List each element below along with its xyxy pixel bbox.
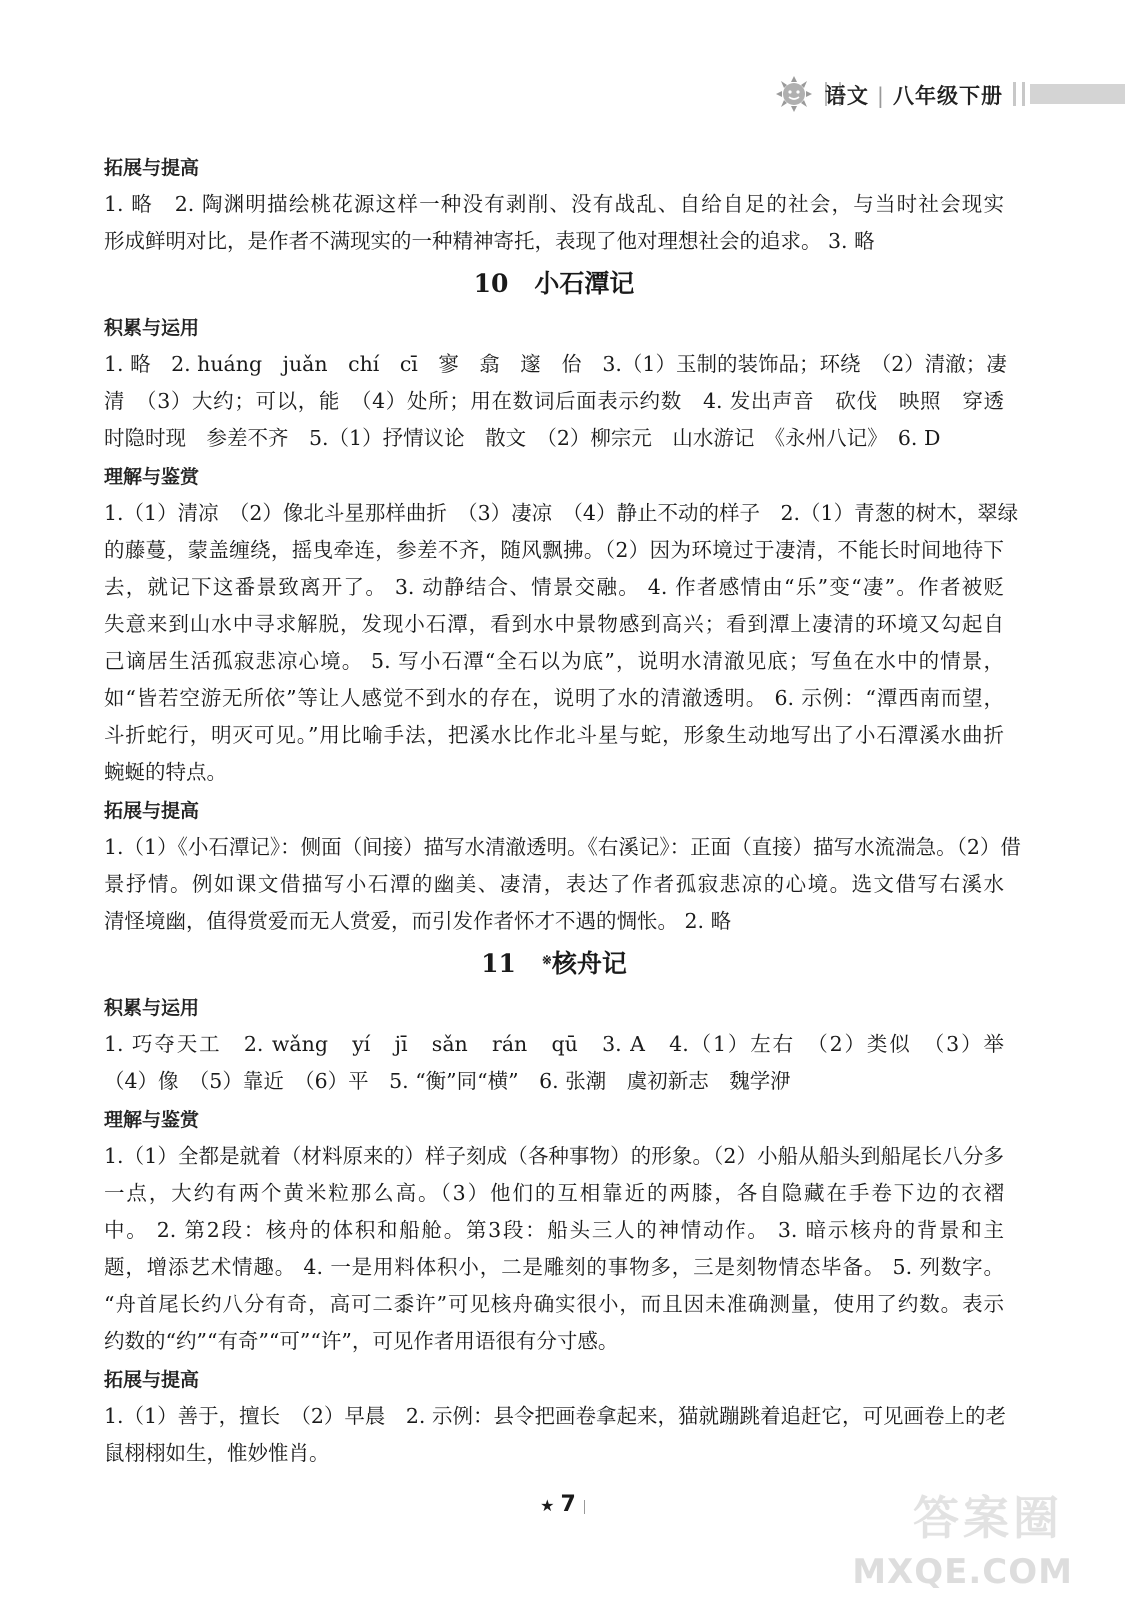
answer-line: 约数的“约”“有奇”“可”“许”，可见作者用语很有分寸感。 [104, 1329, 619, 1353]
answer-section [104, 799, 1021, 940]
answer-line: 如“皆若空游无所依”等让人感觉不到水的存在，说明了水的清澈透明。 6. 示例：“潭西南而望， [104, 686, 1004, 710]
answer-line: 清 （3）大约；可以，能 （4）处所；用在数词后面表示约数 4. 发出声音 砍伐 映照 穿透 [104, 389, 1004, 413]
header-bar [1030, 84, 1125, 104]
answer-line: 的藤蔓，蒙盖缠绕，摇曳牵连，参差不齐，随风飘拂。（2）因为环境过于凄清，不能长时间地待下 [104, 538, 1004, 562]
answer-content [104, 148, 1021, 1472]
subject-label: 语文 [824, 84, 869, 108]
lesson-title [104, 260, 1004, 308]
answer-line: （4）像 （5）靠近 （6）平 5. “衡”同“横” 6. 张潮 虞初新志 魏学洢 [104, 1069, 791, 1093]
answer-line: 一点，大约有两个黄米粒那么高。（3）他们的互相靠近的两膝，各自隐藏在手卷下边的衣褶 [104, 1181, 1004, 1205]
answer-line: 1. 略 2. huáng juǎn chí cī 寥 翕 邃 佁 3.（1）玉制的装饰品；环绕 （2）清澈；凄 [104, 352, 1007, 376]
footer-divider [584, 1500, 585, 1514]
answer-text [104, 1026, 1004, 1100]
page-number: 7 [560, 1492, 576, 1517]
answer-section [104, 1368, 1004, 1472]
answer-line: 去，就记下这番景致离开了。 3. 动静结合、情景交融。 4. 作者感情由“乐”变“凄”。作者被贬 [104, 575, 1004, 599]
answer-line: 1. 略 2. 陶渊明描绘桃花源这样一种没有剥削、没有战乱、自给自足的社会，与当时社会现实 [104, 192, 1004, 216]
answer-line: 景抒情。例如课文借描写小石潭的幽美、凄清，表达了作者孤寂悲凉的心境。选文借写右溪水 [104, 872, 1004, 896]
answer-line: 1.（1）《小石潭记》：侧面（间接）描写水清澈透明。《右溪记》：正面（直接）描写水流湍急。（2）借 [104, 835, 1021, 859]
watermark-logo: 答案圈 [913, 1491, 1063, 1545]
answer-section [104, 316, 1007, 457]
answer-line: 题，增添艺术情趣。 4. 一是用料体积小，二是雕刻的事物多，三是刻物情态毕备。 5. 列数字。 [104, 1255, 1004, 1279]
section-heading: 积累与运用 [104, 997, 200, 1019]
answer-line: 己谪居生活孤寂悲凉心境。 5. 写小石潭“全石以为底”，说明水清澈见底；写鱼在水中的情景， [104, 649, 1004, 673]
answer-line: 1.（1）清凉 （2）像北斗星那样曲折 （3）凄凉 （4）静止不动的样子 2.（1）青葱的树木，翠绿 [104, 501, 1019, 525]
answer-line: 1.（1）全都是就着（材料原来的）样子刻成（各种事物）的形象。（2）小船从船头到船尾长八分多 [104, 1144, 1004, 1168]
answer-section [104, 1108, 1004, 1360]
answer-section [104, 156, 1004, 260]
answer-line: 时隐时现 参差不齐 5.（1）抒情议论 散文 （2）柳宗元 山水游记 《永州八记》 6. D [104, 426, 941, 450]
section-heading: 拓展与提高 [104, 800, 200, 822]
section-heading: 积累与运用 [104, 317, 200, 339]
lesson-number: 11 [481, 949, 516, 978]
answer-text [104, 1398, 1004, 1472]
lesson-title [104, 940, 1004, 988]
section-heading: 拓展与提高 [104, 1369, 200, 1391]
sun-mascot-icon [773, 74, 815, 114]
answer-section [104, 996, 1004, 1100]
answer-line: 形成鲜明对比，是作者不满现实的一种精神寄托，表现了他对理想社会的追求。 3. 略 [104, 229, 875, 253]
answer-text [104, 346, 1007, 457]
page-header [745, 74, 1125, 114]
star-icon: ★ [540, 1496, 555, 1515]
answer-text [104, 829, 1021, 940]
grade-label: 八年级下册 [893, 84, 1003, 108]
optional-lesson-mark: ※ [541, 953, 552, 967]
answer-line: 斗折蛇行，明灭可见。”用比喻手法，把溪水比作北斗星与蛇，形象生动地写出了小石潭溪水曲折 [104, 723, 1004, 747]
section-heading: 理解与鉴赏 [104, 466, 200, 488]
lesson-name: 核舟记 [551, 949, 627, 978]
answer-line: 蜿蜒的特点。 [104, 760, 227, 784]
watermark-url: MXQE.COM [852, 1552, 1073, 1592]
answer-line: 鼠栩栩如生，惟妙惟肖。 [104, 1441, 330, 1465]
header-separator: | [876, 84, 885, 108]
answer-line: 中。 2. 第2段：核舟的体积和船舱。第3段：船头三人的神情动作。 3. 暗示核舟的背景和主 [104, 1218, 1004, 1242]
section-heading: 拓展与提高 [104, 157, 200, 179]
answer-text [104, 186, 1004, 260]
header-stripes [1013, 82, 1025, 106]
answer-line: 失意来到山水中寻求解脱，发现小石潭，看到水中景物感到高兴；看到潭上凄清的环境又勾起自 [104, 612, 1004, 636]
answer-line: 1.（1）善于，擅长 （2）早晨 2. 示例：县令把画卷拿起来，猫就蹦跳着追赶它，可见画卷上的老 [104, 1404, 1006, 1428]
answer-text [104, 1138, 1004, 1360]
watermark [833, 1482, 1073, 1592]
answer-text [104, 495, 1019, 791]
section-heading: 理解与鉴赏 [104, 1109, 200, 1131]
answer-line: 清怪境幽，值得赏爱而无人赏爱，而引发作者怀才不遇的惆怅。 2. 略 [104, 909, 732, 933]
answer-section [104, 465, 1019, 791]
lesson-name: 小石潭记 [534, 269, 635, 298]
lesson-number: 10 [473, 269, 509, 298]
answer-line: 1. 巧夺天工 2. wǎng yí jī sǎn rán qū 3. A 4.（1）左右 （2）类似 （3）举 [104, 1032, 1004, 1056]
answer-line: “舟首尾长约八分有奇，高可二黍许”可见核舟确实很小，而且因未准确测量，使用了约数。表示 [104, 1292, 1004, 1316]
header-title [825, 80, 1003, 110]
